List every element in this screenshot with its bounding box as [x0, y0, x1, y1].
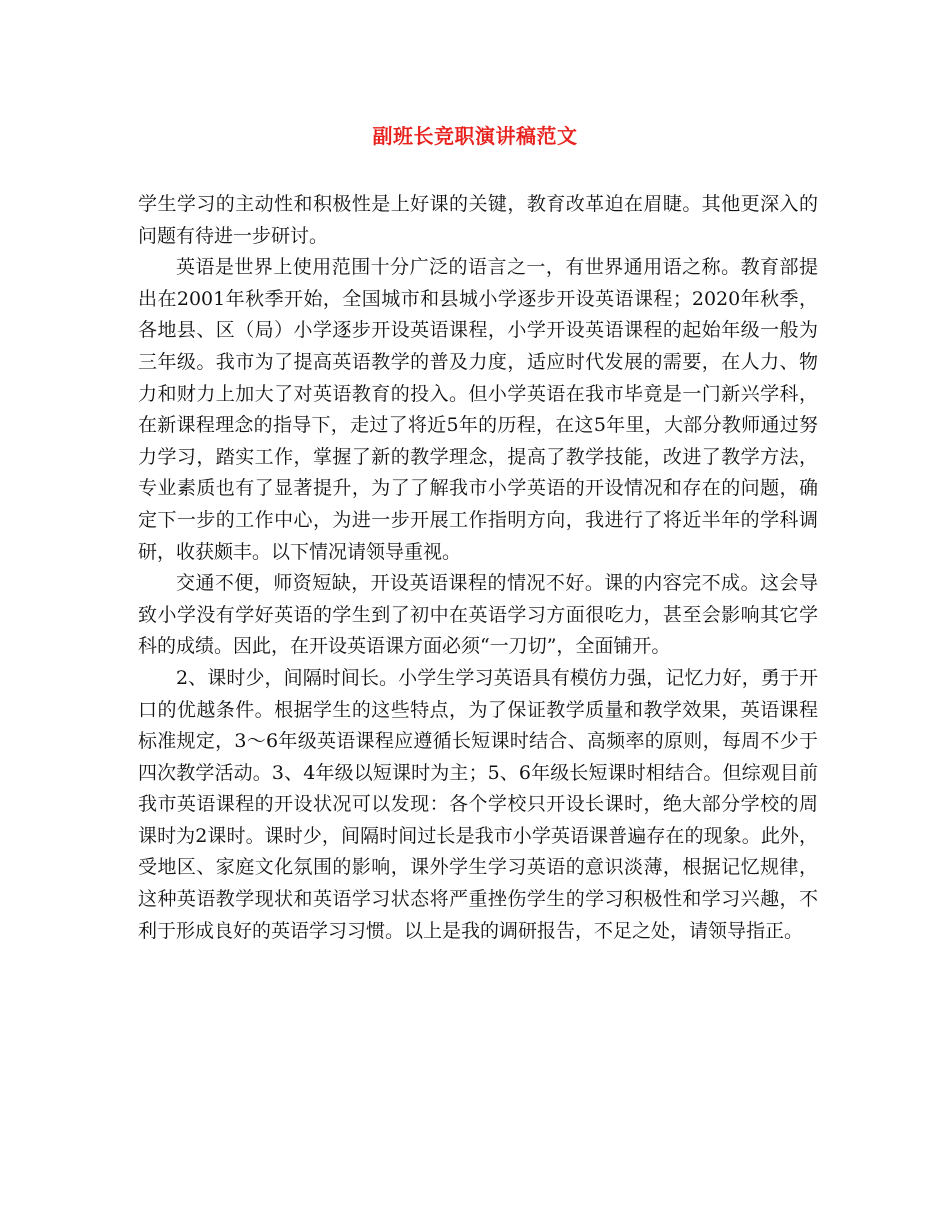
- document-body: [138, 189, 818, 947]
- paragraph-2: 英语是世界上使用范围十分广泛的语言之一，有世界通用语之称。教育部提出在2001年秋季开始，全国城市和县城小学逐步开设英语课程；2020年秋季，各地县、区（局）小学逐步开设英语课程，小学开设英语课程的起始年级一般为三年级。我市为了提高英语教学的普及力度，适应时代发展的需要，在人力、物力和财力上加大了对英语教育的投入。但小学英语在我市毕竟是一门新兴学科，在新课程理念的指导下，走过了将近5年的历程，在这5年里，大部分教师通过努力学习，踏实工作，掌握了新的教学理念，提高了教学技能，改进了教学方法，专业素质也有了显著提升，为了了解我市小学英语的开设情况和存在的问题，确定下一步的工作中心，为进一步开展工作指明方向，我进行了将近半年的学科调研，收获颇丰。以下情况请领导重视。: [138, 256, 818, 563]
- paragraph-3: 交通不便，师资短缺，开设英语课程的情况不好。课的内容完不成。这会导致小学没有学好英语的学生到了初中在英语学习方面很吃力，甚至会影响其它学科的成绩。因此，在开设英语课方面必须“一刀切”，全面铺开。: [138, 572, 818, 658]
- paragraph-1: 学生学习的主动性和积极性是上好课的关键，教育改革迫在眉睫。其他更深入的问题有待进一步研讨。: [138, 193, 818, 247]
- document-title: 副班长竞职演讲稿范文: [372, 124, 578, 148]
- paragraph-4: 2、课时少，间隔时间长。小学生学习英语具有模仿力强，记忆力好，勇于开口的优越条件。根据学生的这些特点，为了保证教学质量和教学效果，英语课程标准规定，3～6年级英语课程应遵循长短课时结合、高频率的原则，每周不少于四次教学活动。3、4年级以短课时为主；5、6年级长短课时相结合。但综观目前我市英语课程的开设状况可以发现：各个学校只开设长课时，绝大部分学校的周课时为2课时。课时少，间隔时间过长是我市小学英语课普遍存在的现象。此外，受地区、家庭文化氛围的影响，课外学生学习英语的意识淡薄，根据记忆规律，这种英语教学现状和英语学习状态将严重挫伤学生的学习积极性和学习兴趣，不利于形成良好的英语学习习惯。以上是我的调研报告，不足之处，请领导指正。: [138, 666, 818, 942]
